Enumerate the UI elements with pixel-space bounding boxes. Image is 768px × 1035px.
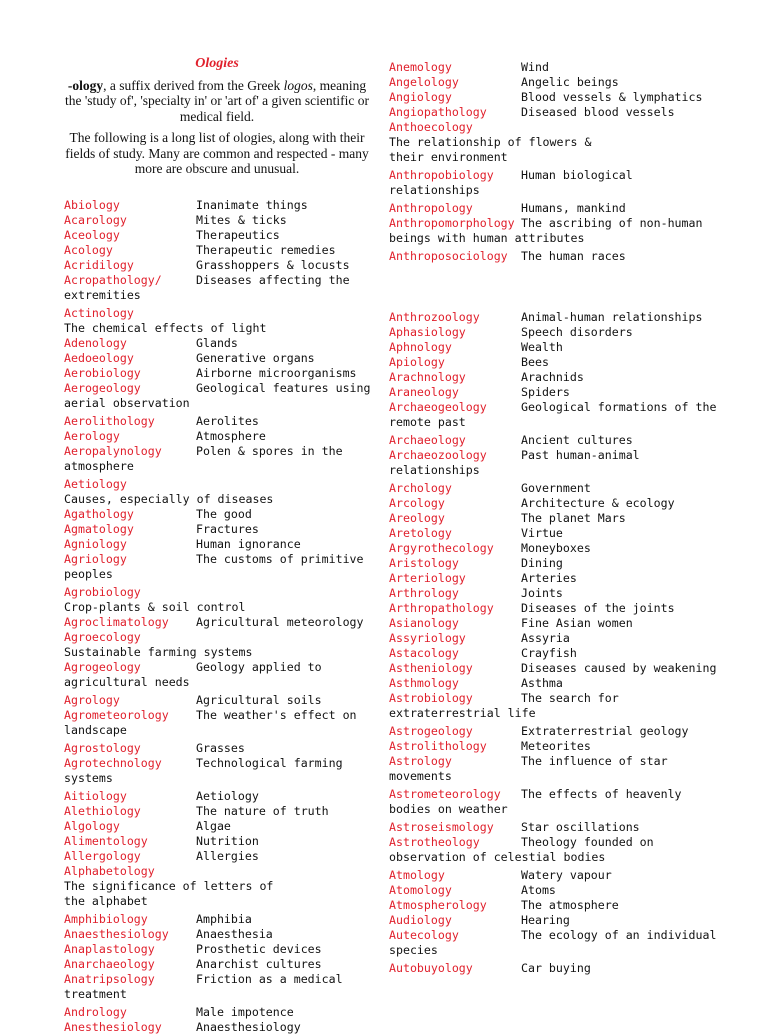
term: Araneology [389,385,459,399]
list-item [64,1005,374,1020]
list-item [64,834,374,849]
column-gap [389,264,719,310]
term: Aristology [389,556,459,570]
list-item [64,198,374,213]
list-item [389,75,719,90]
definition: Therapeutics [196,228,280,242]
definition: Government [521,481,591,495]
list-item [64,693,374,708]
definition: Humans, mankind [521,201,626,215]
list-item [389,400,719,430]
list-item [389,105,719,120]
definition-continuation: observation of celestial bodies [389,850,606,864]
term: Agrostology [64,741,141,755]
term: Archaeology [389,433,466,447]
definition-continuation: atmosphere [64,459,134,473]
intro-paragraph-2: The following is a long list of ologies, along with their fields of study. Many are common and respected - many more are obscure and unusual. [65,130,369,176]
term: Alphabetology [64,864,155,878]
term: Astacology [389,646,459,660]
definition-continuation: relationships [389,463,480,477]
definition-continuation: the alphabet [64,894,148,908]
definition: The atmosphere [521,898,619,912]
definition: The good [196,507,252,521]
list-item [389,661,719,676]
term: Angiology [389,90,452,104]
list-item [64,507,374,522]
term: Astrogeology [389,724,473,738]
term: Aceology [64,228,120,242]
definition: Arachnids [521,370,584,384]
definition: Assyria [521,631,570,645]
term: Asianology [389,616,459,630]
definition: Atmosphere [196,429,266,443]
list-item [64,258,374,273]
left-column-list [64,198,374,1035]
definition-continuation: remote past [389,415,466,429]
term: Astrotheology [389,835,480,849]
list-item [389,586,719,601]
definition: Therapeutic remedies [196,243,336,257]
term: Astroseismology [389,820,494,834]
list-item [389,60,719,75]
term: Agroclimatology [64,615,169,629]
list-item [389,541,719,556]
definition: Blood vessels & lymphatics [521,90,703,104]
definition: The relationship of flowers & [389,135,592,149]
definition: Moneyboxes [521,541,591,555]
list-item [389,385,719,400]
definition: The weather's effect on [196,708,357,722]
term: Arachnology [389,370,466,384]
definition-continuation: species [389,943,438,957]
term: Agrobiology [64,585,141,599]
list-item [389,601,719,616]
term: Archaeogeology [389,400,487,414]
definition: Algae [196,819,231,833]
list-item [389,481,719,496]
list-item [64,708,374,738]
term: Amphibiology [64,912,148,926]
list-item [389,646,719,661]
suffix-word: -ology [67,77,104,93]
term: Angiopathology [389,105,487,119]
term: Aphasiology [389,325,466,339]
list-item [64,585,374,615]
definition: The significance of letters of [64,879,274,893]
term: Anatripsology [64,972,155,986]
list-item [64,615,374,630]
definition-continuation: agricultural needs [64,675,190,689]
definition: Angelic beings [521,75,619,89]
definition-continuation: systems [64,771,113,785]
list-item [389,448,719,478]
term: Anaesthesiology [64,927,169,941]
definition-continuation: their environment [389,150,508,164]
definition: Inanimate things [196,198,308,212]
term: Astrology [389,754,452,768]
term: Anthropobiology [389,168,494,182]
term: Abiology [64,198,120,212]
term: Aretology [389,526,452,540]
list-item [389,571,719,586]
logos-word: logos [283,77,313,93]
term: Archology [389,481,452,495]
term: Alimentology [64,834,148,848]
intro-paragraph-1 [62,78,372,125]
term: Aitiology [64,789,127,803]
definition: Geological features using [196,381,371,395]
list-item [389,355,719,370]
list-item [64,957,374,972]
list-item [389,898,719,913]
list-item [389,868,719,883]
list-item [64,804,374,819]
definition: Airborne microorganisms [196,366,357,380]
term: Assyriology [389,631,466,645]
definition: The human races [521,249,626,263]
list-item [64,306,374,336]
list-item [389,90,719,105]
definition: Meteorites [521,739,591,753]
definition: Hearing [521,913,570,927]
list-item [389,370,719,385]
list-item [389,511,719,526]
list-item [389,526,719,541]
list-item [389,835,719,865]
term: Aphnology [389,340,452,354]
definition: Nutrition [196,834,259,848]
list-item [64,366,374,381]
definition: Crayfish [521,646,577,660]
term: Autobuyology [389,961,473,975]
suffix-text-1: , a suffix derived from the Greek [103,77,284,93]
definition: Speech disorders [521,325,633,339]
term: Astheniology [389,661,473,675]
list-item [389,616,719,631]
term: Agroecology [64,630,141,644]
right-column-list [389,60,719,976]
list-item [64,228,374,243]
term: Acropathology/ [64,273,162,287]
term: Anthropology [389,201,473,215]
suffix-text-2: , meaning the 'study of', 'specialty in' or 'art of' a given scientific or medical field. [64,77,369,124]
definition-continuation: treatment [64,987,127,1001]
list-item [64,381,374,411]
list-item [389,340,719,355]
definition: Ancient cultures [521,433,633,447]
term: Alethiology [64,804,141,818]
definition: Human ignorance [196,537,301,551]
definition: Diseases caused by weakening [521,661,717,675]
definition: Amphibia [196,912,252,926]
term: Anthropomorphology [389,216,515,230]
term: Agrogeology [64,660,141,674]
definition: Joints [521,586,563,600]
definition: Polen & spores in the [196,444,343,458]
definition: Aerolites [196,414,259,428]
term: Astrobiology [389,691,473,705]
list-item [64,414,374,429]
list-item [389,249,719,264]
definition: The influence of star [521,754,668,768]
term: Anthroposociology [389,249,508,263]
intro-block [62,56,372,183]
list-item [389,433,719,448]
term: Actinology [64,306,134,320]
definition: Star oscillations [521,820,640,834]
definition: Anarchist cultures [196,957,322,971]
list-item [64,477,374,507]
definition: Diseases of the joints [521,601,675,615]
list-item [389,676,719,691]
definition: Fine Asian women [521,616,633,630]
term: Areology [389,511,445,525]
term: Anaplastology [64,942,155,956]
definition-continuation: beings with human attributes [389,231,585,245]
term: Angelology [389,75,459,89]
term: Astrolithology [389,739,487,753]
term: Autecology [389,928,459,942]
definition: Car buying [521,961,591,975]
list-item [389,216,719,246]
definition: Anaesthesiology [196,1020,301,1034]
definition-continuation: extraterrestrial life [389,706,536,720]
definition: Bees [521,355,549,369]
term: Argyrothecology [389,541,494,555]
list-item [64,273,374,303]
term: Anthrozoology [389,310,480,324]
term: Andrology [64,1005,127,1019]
list-item [64,537,374,552]
definition-continuation: landscape [64,723,127,737]
term: Arteriology [389,571,466,585]
list-item [64,942,374,957]
list-item [64,819,374,834]
definition: Male impotence [196,1005,294,1019]
list-item [389,168,719,198]
term: Anesthesiology [64,1020,162,1034]
definition: Asthma [521,676,563,690]
list-item [389,913,719,928]
list-item [64,789,374,804]
term: Acarology [64,213,127,227]
definition: Agricultural meteorology [196,615,364,629]
term: Aerology [64,429,120,443]
term: Atmospherology [389,898,487,912]
list-item [64,741,374,756]
term: Agmatology [64,522,134,536]
definition: Glands [196,336,238,350]
term: Archaeozoology [389,448,487,462]
definition: Causes, especially of diseases [64,492,274,506]
definition-continuation: relationships [389,183,480,197]
page-title: Ologies [195,56,239,71]
term: Arcology [389,496,445,510]
definition: Mites & ticks [196,213,287,227]
term: Agrotechnology [64,756,162,770]
term: Acridilogy [64,258,134,272]
definition: Wind [521,60,549,74]
term: Acology [64,243,113,257]
definition: Agricultural soils [196,693,322,707]
list-item [64,660,374,690]
term: Atmology [389,868,445,882]
list-item [389,928,719,958]
list-item [64,444,374,474]
list-item [64,243,374,258]
term: Allergology [64,849,141,863]
list-item [389,787,719,817]
list-item [64,912,374,927]
list-item [389,724,719,739]
list-item [64,336,374,351]
definition: Crop-plants & soil control [64,600,246,614]
list-item [389,691,719,721]
list-item [64,972,374,1002]
list-item [389,631,719,646]
definition: Diseases affecting the [196,273,350,287]
list-item [64,429,374,444]
list-item [389,820,719,835]
definition-continuation: peoples [64,567,113,581]
definition: The search for [521,691,619,705]
definition: The ascribing of non-human [521,216,703,230]
definition: Anaesthesia [196,927,273,941]
list-item [389,556,719,571]
term: Arthropathology [389,601,494,615]
list-item [389,310,719,325]
term: Adenology [64,336,127,350]
definition: Grasses [196,741,245,755]
list-item [64,756,374,786]
term: Aeropalynology [64,444,162,458]
definition-continuation: movements [389,769,452,783]
term: Algology [64,819,120,833]
list-item [389,739,719,754]
definition: The effects of heavenly [521,787,682,801]
list-item [389,883,719,898]
term: Atomology [389,883,452,897]
right-column-group-a [389,60,719,264]
definition: Allergies [196,849,259,863]
term: Aerolithology [64,414,155,428]
definition: Geological formations of the [521,400,717,414]
list-item [64,1020,374,1035]
list-item [64,927,374,942]
definition-continuation: bodies on weather [389,802,508,816]
definition: Spiders [521,385,570,399]
definition: Wealth [521,340,563,354]
definition: Atoms [521,883,556,897]
definition: The customs of primitive [196,552,364,566]
list-item [64,213,374,228]
definition: Past human-animal [521,448,640,462]
term: Apiology [389,355,445,369]
definition: Theology founded on [521,835,654,849]
list-item [389,754,719,784]
definition: The ecology of an individual [521,928,717,942]
definition: Diseased blood vessels [521,105,675,119]
term: Agniology [64,537,127,551]
list-item [389,120,719,165]
list-item [389,201,719,216]
definition: Extraterrestrial geology [521,724,689,738]
definition: Generative organs [196,351,315,365]
term: Audiology [389,913,452,927]
term: Aerogeology [64,381,141,395]
term: Aetiology [64,477,127,491]
definition: Technological farming [196,756,343,770]
definition: Prosthetic devices [196,942,322,956]
definition: The nature of truth [196,804,329,818]
definition: Watery vapour [521,868,612,882]
definition: Friction as a medical [196,972,343,986]
list-item [389,496,719,511]
definition: Virtue [521,526,563,540]
list-item [389,961,719,976]
right-column-group-b [389,310,719,976]
definition: The chemical effects of light [64,321,267,335]
term: Agriology [64,552,127,566]
list-item [64,849,374,864]
term: Aedoeology [64,351,134,365]
definition: Sustainable farming systems [64,645,253,659]
term: Agrology [64,693,120,707]
list-item [64,522,374,537]
term: Agrometeorology [64,708,169,722]
list-item [389,325,719,340]
definition: Dining [521,556,563,570]
term: Anarchaeology [64,957,155,971]
definition: Fractures [196,522,259,536]
term: Anemology [389,60,452,74]
definition-continuation: extremities [64,288,141,302]
list-item [64,351,374,366]
list-item [64,552,374,582]
term: Asthmology [389,676,459,690]
definition: Animal-human relationships [521,310,703,324]
term: Arthrology [389,586,459,600]
list-item [64,630,374,660]
definition: Human biological [521,168,633,182]
definition-continuation: aerial observation [64,396,190,410]
term: Astrometeorology [389,787,501,801]
term: Anthoecology [389,120,473,134]
definition: Grasshoppers & locusts [196,258,350,272]
definition: Geology applied to [196,660,322,674]
definition: Arteries [521,571,577,585]
definition: Aetiology [196,789,259,803]
term: Agathology [64,507,134,521]
definition: The planet Mars [521,511,626,525]
definition: Architecture & ecology [521,496,675,510]
list-item [64,864,374,909]
term: Aerobiology [64,366,141,380]
